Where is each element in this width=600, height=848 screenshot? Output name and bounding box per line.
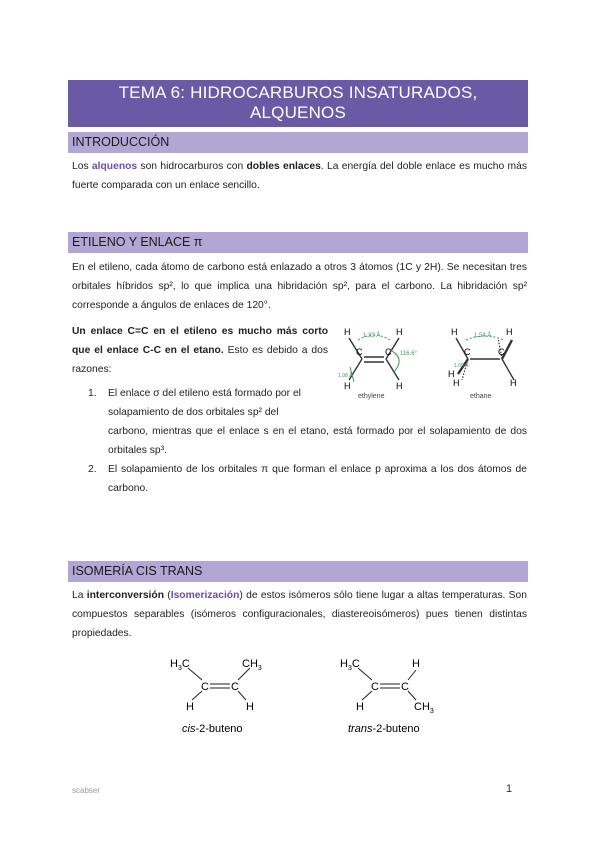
ethylene-c-2: C (385, 347, 392, 357)
isomeria-paragraph (72, 586, 527, 643)
ethylene-angle: 116.6° (400, 351, 417, 357)
ethane-h-2: H (506, 327, 513, 337)
etileno-paragraph-2 (72, 322, 328, 379)
cis-2-butene-structure (170, 658, 262, 735)
trans-c-2: C (401, 681, 409, 693)
ethane-cc-length: 1.54 Å (474, 333, 492, 339)
list-number-2: 2. (88, 464, 97, 475)
term-interconversion: interconversión (86, 590, 164, 601)
list-item-2 (88, 460, 527, 498)
intro-text-2: son hidrocarburos con (137, 161, 247, 172)
footer-author: scabser (72, 786, 101, 795)
section-heading-isomeria: ISOMERÍA CIS TRANS (68, 561, 528, 582)
trans-h3c: $H_3C$ (340, 658, 360, 672)
list-number-1: 1. (88, 388, 97, 399)
list-item-2-text: El solapamiento de los orbitales π que forman el enlace p aproxima a los dos átomos de carbono. (108, 464, 527, 494)
ethylene-h-1: H (344, 327, 351, 337)
ethylene-label: ethylene (358, 393, 385, 400)
intro-text-3: . La energía del doble enlace es mucho más fuerte comparada con un enlace sencillo. (72, 161, 528, 191)
ethylene-ethane-figure (336, 322, 526, 400)
cis-h3c: $H_3C$ (170, 658, 190, 672)
section-heading-etileno: ETILENO Y ENLACE π (68, 232, 528, 253)
cis-c-2: C (231, 681, 239, 693)
ethylene-h-3: H (344, 381, 351, 391)
term-dobles-enlaces: dobles enlaces (246, 161, 321, 172)
ethane-h-1: H (451, 327, 458, 337)
ethane-ch-length: 1.09 Å (454, 363, 469, 369)
list-item-1-continued: carbono, mientras que el enlace s en el etano, está formado por el solapamiento de dos orbitales sp³. (108, 426, 527, 456)
list-item-1-line-a: El enlace σ del etileno está formado por el (108, 388, 301, 399)
cis-trans-figure (160, 652, 450, 742)
cis-name: cis-2-buteno (182, 723, 243, 735)
trans-h-bottom: H (356, 701, 364, 713)
cis-h-1: H (186, 701, 194, 713)
cis-c-1: C (201, 681, 209, 693)
trans-c-1: C (371, 681, 379, 693)
isomeria-text-1: La (72, 590, 87, 601)
ethylene-cc-length: 1.33 Å (363, 333, 381, 339)
term-alquenos: alquenos (91, 161, 138, 172)
ethane-c-1: C (464, 347, 471, 357)
ethane-c-2: C (498, 347, 505, 357)
etileno-bold-statement: Un enlace C=C en el etileno es mucho más corto que el enlace C-C en el etano. (72, 326, 328, 356)
ethylene-h-2: H (396, 327, 403, 337)
isomeria-text-3: ) de estos isómeros sólo tiene lugar a altas temperaturas. Son compuestos separables (isómeros configuracionales, diastereoisómeros) pues tienen distintas propiedades. (72, 590, 527, 639)
list-item-1-top (88, 384, 328, 422)
ethylene-structure (338, 327, 418, 400)
title-line-1: TEMA 6: HIDROCARBUROS INSATURADOS, (118, 83, 478, 102)
cis-ch3: $CH_3$ (242, 658, 262, 672)
ethylene-h-4: H (396, 381, 403, 391)
page-number: 1 (506, 783, 513, 795)
title-line-2: ALQUENOS (249, 103, 347, 122)
isomeria-text-2: ( (164, 590, 171, 601)
trans-name: trans-2-buteno (348, 723, 420, 735)
intro-text-1: Los (72, 161, 92, 172)
trans-2-butene-structure (340, 658, 434, 735)
intro-paragraph (72, 157, 527, 195)
trans-h-top: H (412, 658, 420, 670)
etileno-reason-intro: Esto es debido a dos razones: (72, 345, 328, 375)
page-title (68, 80, 528, 127)
term-isomerizacion: Isomerización (170, 590, 240, 601)
ethylene-c-1: C (356, 347, 363, 357)
section-heading-introduccion: INTRODUCCIÓN (68, 132, 528, 153)
etileno-paragraph-1: En el etileno, cada átomo de carbono está enlazado a otros 3 átomos (1C y 2H). Se necesitan tres orbitales híbridos sp², lo que implica una hibridación sp², para el carbono. La hibridación sp² corresponde a ángulos de enlaces de 120°. (72, 262, 527, 311)
cis-h-2: H (246, 701, 254, 713)
ethane-structure (448, 327, 517, 400)
ethane-h-4: H (453, 378, 460, 388)
ethane-label: ethane (470, 393, 492, 400)
ethylene-ch-length: 1.08 Å (338, 373, 353, 379)
trans-ch3: $CH_3$ (414, 701, 434, 715)
ethane-h-5: H (510, 378, 517, 388)
list-item-1-line-b: solapamiento de dos orbitales sp² del (108, 407, 279, 418)
ethane-h-3: H (448, 369, 455, 379)
